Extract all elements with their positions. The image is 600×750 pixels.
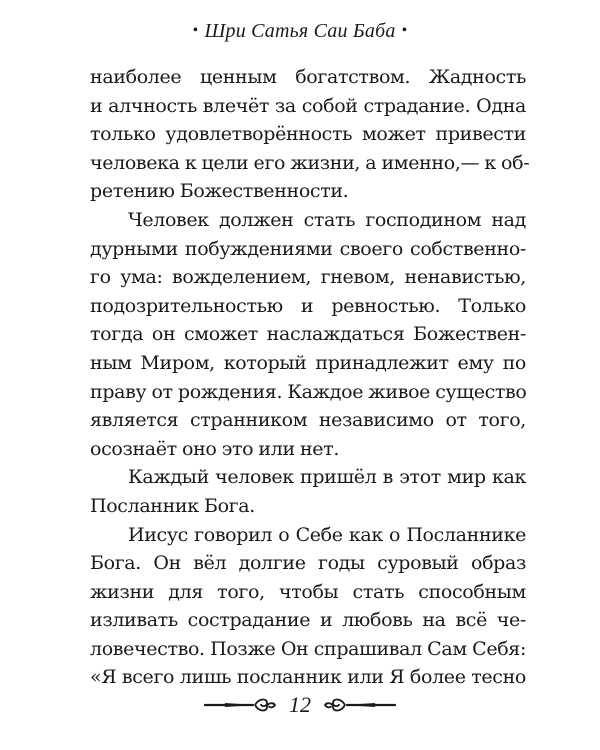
paragraph [90,63,530,206]
body-text [90,63,530,692]
header-title: Шри Сатья Саи Баба [204,20,396,42]
text-line: го ума: вожделением, гневом, ненавистью, [90,266,526,289]
paragraph [90,521,526,693]
paragraph [90,463,526,520]
text-line: праву от рождения. Каждое живое существо [90,380,527,403]
text-line: Каждый человек пришёл в этот мир как [128,466,526,489]
text-line: Иисус говорил о Себе как о Посланнике [128,523,526,546]
right-ornament-icon [321,696,397,714]
paragraph [90,206,526,463]
text-line: изливать сострадание и любовь на всё че- [90,609,526,632]
text-line: является странником независимо от того, [90,409,526,432]
header-bullet-left: • [192,22,199,39]
text-line: Бога. Он вёл долгие годы суровый образ [90,552,526,575]
text-line: и алчность влечёт за собой страдание. Одна [90,94,526,117]
text-line: тогда он сможет наслаждаться Божествен- [90,323,526,346]
text-line: ретению Божественности. [90,180,349,203]
text-line: «Я всего лишь посланник или Я более тесно [90,666,526,689]
left-ornament-icon [203,696,279,714]
text-line: Человек должен стать господином над [128,208,526,231]
page-footer [0,690,600,720]
running-header [0,20,600,43]
text-line: только удовлетворённость может привести [90,123,526,146]
text-line: человека к цели его жизни, а именно,— к об- [90,151,530,174]
text-line: осознаёт оно это или нет. [90,437,340,460]
text-line: ным Миром, который принадлежит ему по [90,351,526,374]
text-line: Посланник Бога. [90,494,255,517]
text-line: подозрительностью и ревностью. Только [90,294,526,317]
text-line: жизни для того, чтобы стать способным [90,580,526,603]
text-line: ловечество. Позже Он спрашивал Сам Себя: [90,637,526,660]
text-line: наиболее ценным богатством. Жадность [90,66,526,88]
header-bullet-right: • [401,22,408,39]
text-line: дурными побуждениями своего собственно- [90,237,526,260]
page-number: 12 [289,692,311,717]
